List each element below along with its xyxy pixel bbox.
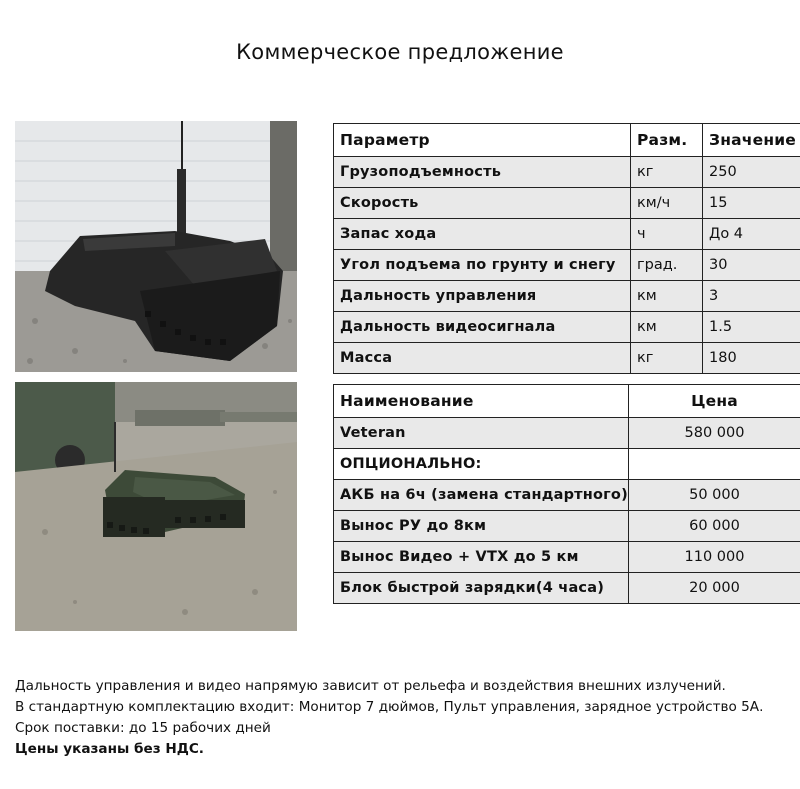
column-header-value: Значение [703, 124, 800, 157]
table-row [334, 219, 800, 250]
item-name: Veteran [334, 418, 629, 449]
table-row [334, 542, 800, 573]
table-row [334, 480, 800, 511]
note-line: Срок поставки: до 15 рабочих дней [15, 720, 271, 736]
tracked-robot-photo-2 [15, 382, 297, 631]
table-row [334, 418, 800, 449]
param-name: Скорость [334, 188, 631, 219]
param-name: Дальность видеосигнала [334, 312, 631, 343]
item-price: 50 000 [629, 480, 800, 511]
note-line: Дальность управления и видео напрямую зависит от рельефа и воздействия внешних излучений. [15, 678, 726, 694]
item-price [629, 449, 800, 480]
tracked-robot-photo-icon [15, 382, 297, 631]
item-price: 20 000 [629, 573, 800, 604]
param-name: Масса [334, 343, 631, 374]
param-value: 30 [703, 250, 800, 281]
param-name: Запас хода [334, 219, 631, 250]
param-value: 250 [703, 157, 800, 188]
item-price: 60 000 [629, 511, 800, 542]
vat-note: Цены указаны без НДС. [15, 741, 204, 757]
specs-table [333, 123, 800, 374]
table-row [334, 573, 800, 604]
param-value: 180 [703, 343, 800, 374]
page-title: Коммерческое предложение [236, 40, 564, 64]
item-price: 110 000 [629, 542, 800, 573]
item-name: Вынос Видео + VTX до 5 км [334, 542, 629, 573]
param-value: 15 [703, 188, 800, 219]
table-row [334, 511, 800, 542]
column-header-price: Цена [629, 385, 800, 418]
param-unit: кг [631, 343, 703, 374]
param-unit: кг [631, 157, 703, 188]
tracked-robot-photo-1 [15, 121, 297, 372]
param-unit: град. [631, 250, 703, 281]
param-unit: ч [631, 219, 703, 250]
param-name: Грузоподъемность [334, 157, 631, 188]
table-row [334, 312, 800, 343]
param-name: Дальность управления [334, 281, 631, 312]
item-name: Блок быстрой зарядки(4 часа) [334, 573, 629, 604]
item-price: 580 000 [629, 418, 800, 449]
param-value: 3 [703, 281, 800, 312]
param-unit: км/ч [631, 188, 703, 219]
param-unit: км [631, 281, 703, 312]
column-header-unit: Разм. [631, 124, 703, 157]
note-line: В стандартную комплектацию входит: Монитор 7 дюймов, Пульт управления, зарядное устройство 5А. [15, 699, 764, 715]
table-row [334, 281, 800, 312]
param-value: До 4 [703, 219, 800, 250]
param-value: 1.5 [703, 312, 800, 343]
table-row [334, 157, 800, 188]
table-row [334, 449, 800, 480]
item-name: ОПЦИОНАЛЬНО: [334, 449, 629, 480]
param-name: Угол подъема по грунту и снегу [334, 250, 631, 281]
notes-block [15, 676, 795, 760]
table-header-row [334, 385, 800, 418]
table-header-row [334, 124, 800, 157]
table-row [334, 343, 800, 374]
item-name: Вынос РУ до 8км [334, 511, 629, 542]
table-row [334, 250, 800, 281]
column-header-param: Параметр [334, 124, 631, 157]
item-name: АКБ на 6ч (замена стандартного) [334, 480, 629, 511]
column-header-name: Наименование [334, 385, 629, 418]
table-row [334, 188, 800, 219]
tracked-robot-photo-icon [15, 121, 297, 372]
param-unit: км [631, 312, 703, 343]
price-table [333, 384, 800, 604]
